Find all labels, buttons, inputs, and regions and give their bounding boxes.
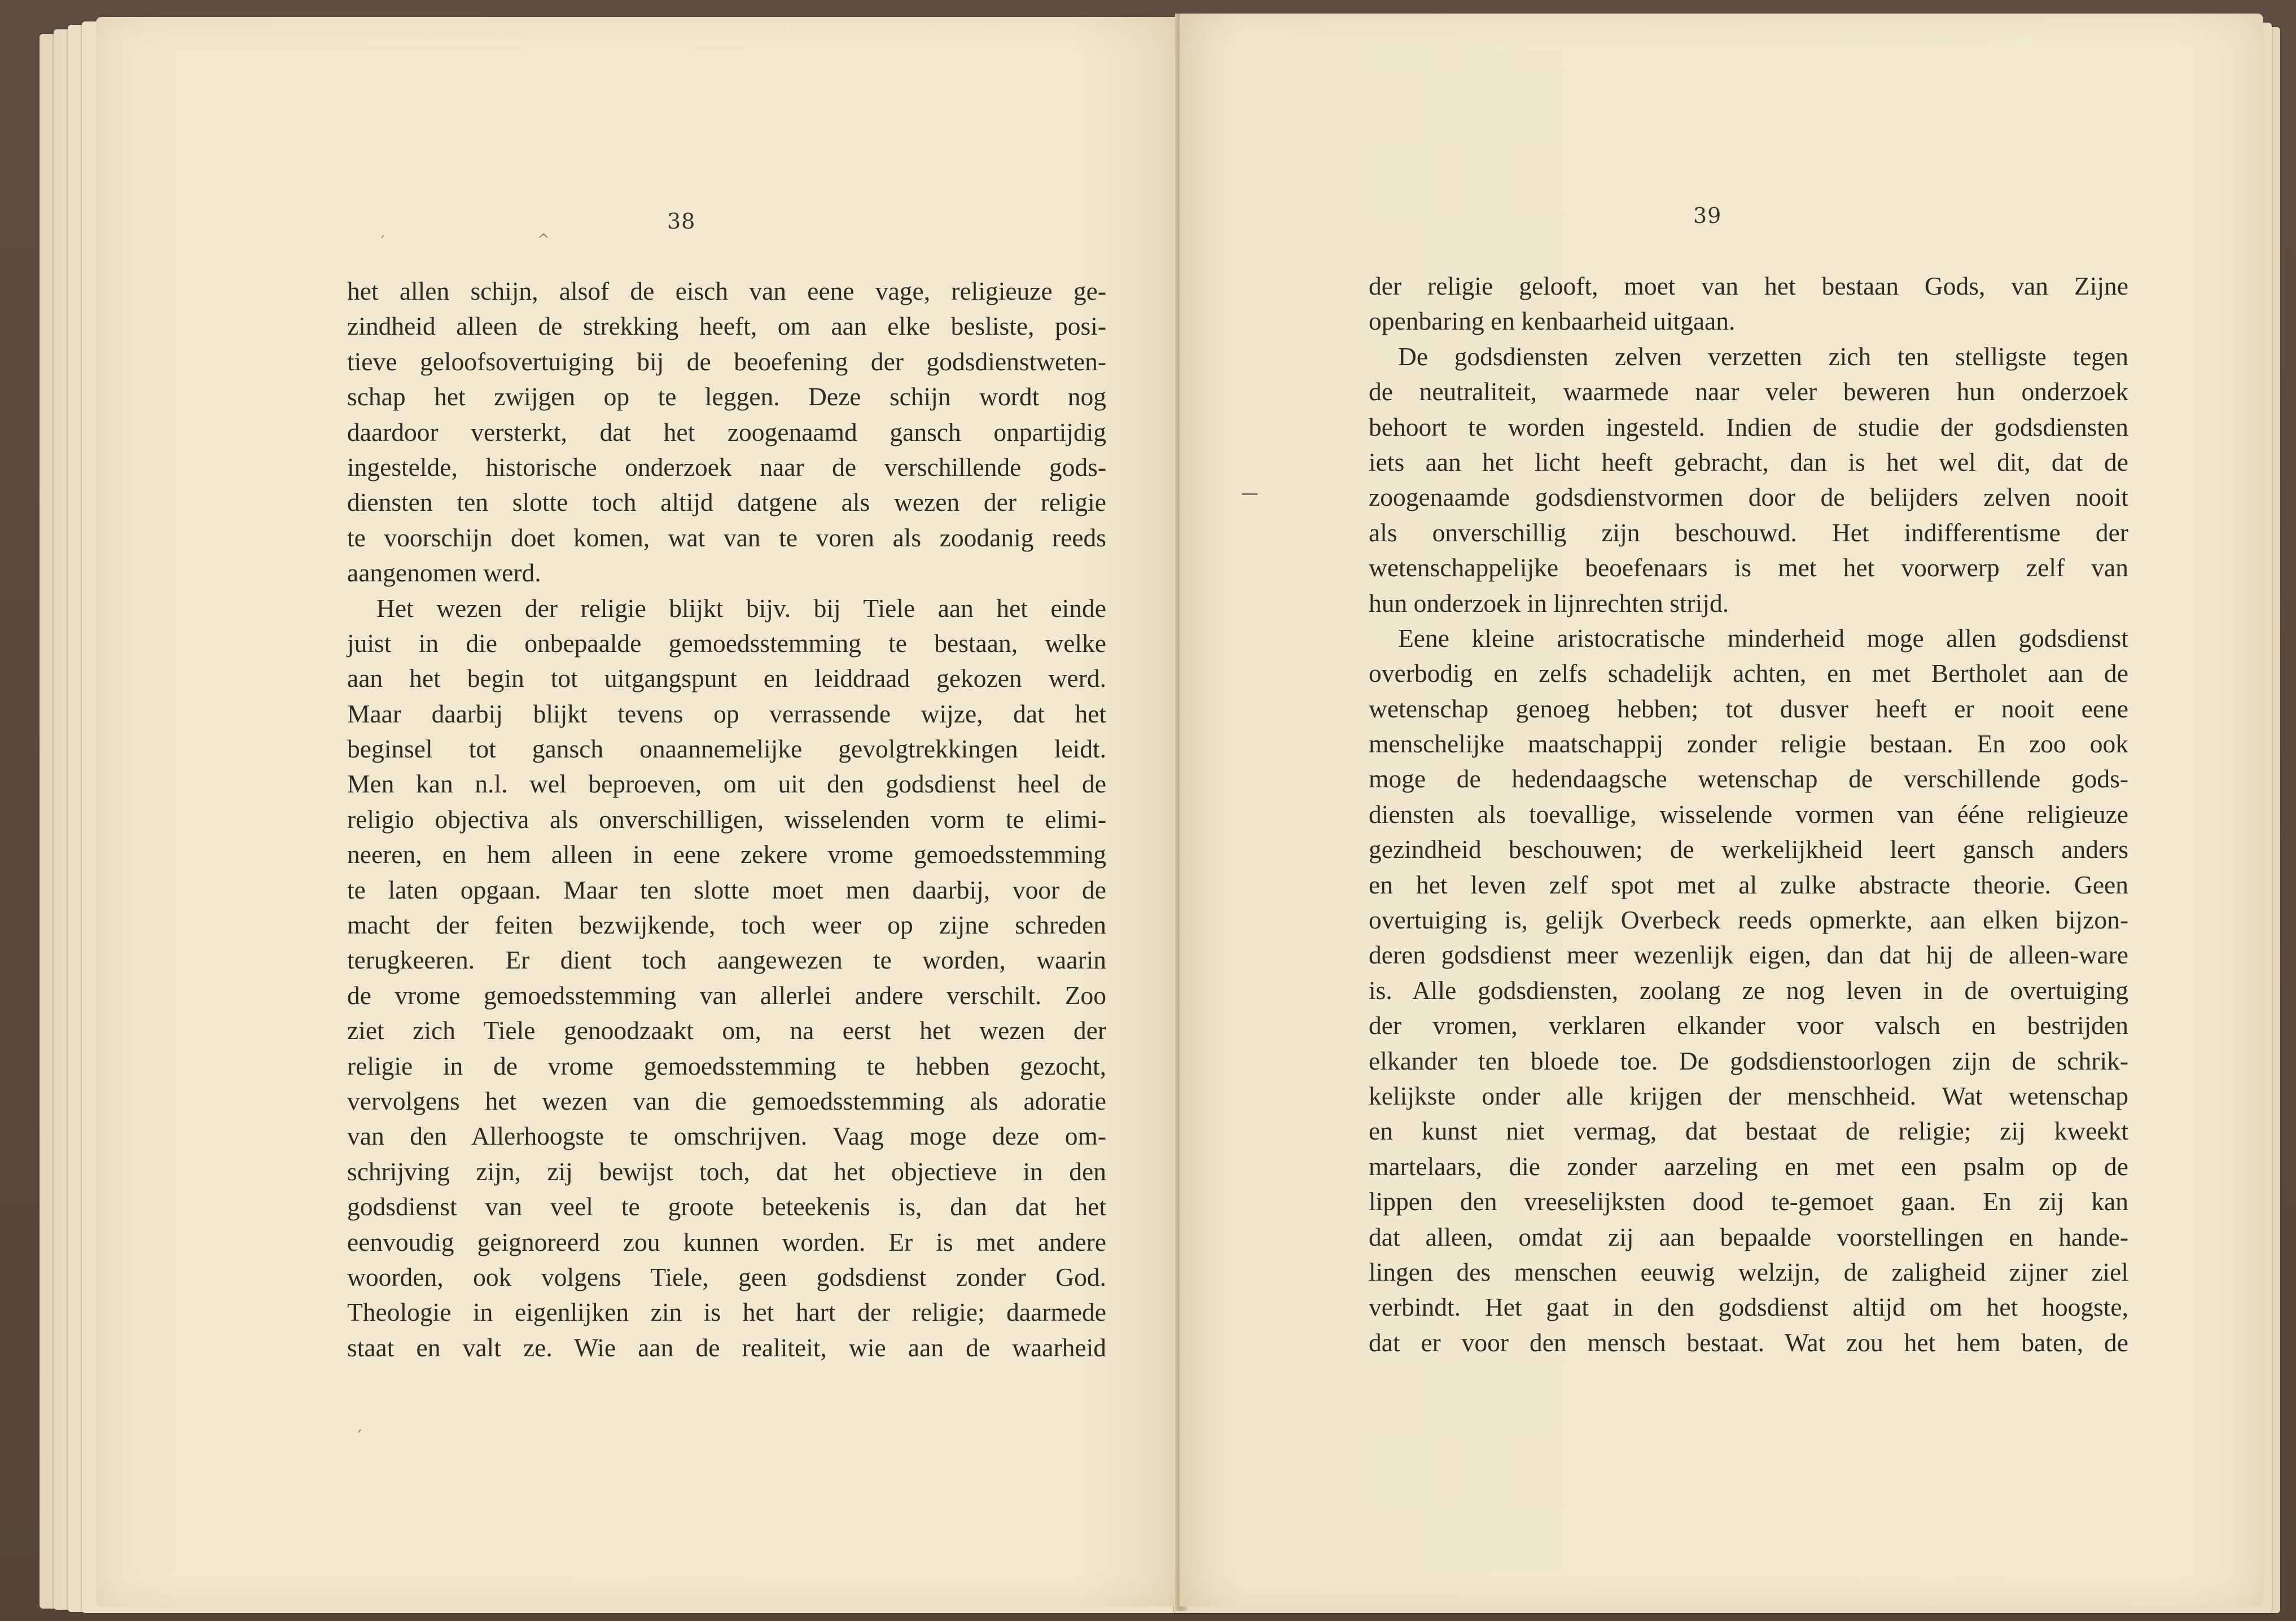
page-number: 38 [667, 209, 696, 234]
text-line: van den Allerhoogste te omschrijven. Vaag moge deze om- [347, 1121, 1106, 1151]
text-line: en het leven zelf spot met al zulke abstracte theorie. Geen [1369, 870, 2128, 899]
text-line: kelijkste onder alle krijgen der menschheid. Wat wetenschap [1369, 1081, 2128, 1110]
text-line: schrijving zijn, zij bewijst toch, dat het objectieve in den [347, 1156, 1106, 1186]
right-page [1180, 14, 2263, 1606]
text-line: Theologie in eigenlijken zin is het hart der religie; daarmede [347, 1298, 1106, 1327]
text-line: macht der feiten bezwijkende, toch weer op zijne schreden [347, 910, 1106, 940]
text-line: aan het begin tot uitgangspunt en leiddraad gekozen werd. [347, 664, 1106, 693]
text-line: aangenomen werd. [347, 558, 541, 588]
text-line: De godsdiensten zelven verzetten zich ten stelligste tegen [1398, 341, 2128, 371]
text-line: dat alleen, omdat zij aan bepaalde voorstellingen en hande- [1369, 1222, 2128, 1251]
text-line: woorden, ook volgens Tiele, geen godsdienst zonder God. [347, 1262, 1106, 1291]
text-line: Men kan n.l. wel beproeven, om uit den godsdienst heel de [347, 769, 1106, 799]
text-line: Het wezen der religie blijkt bijv. bij Tiele aan het einde [376, 593, 1106, 623]
text-line: juist in die onbepaalde gemoedsstemming te bestaan, welke [347, 628, 1106, 658]
text-line: lippen den vreeselijksten dood te-gemoet gaan. En zij kan [1369, 1187, 2128, 1216]
text-line: daardoor versterkt, dat het zoogenaamd gansch onpartijdig [347, 417, 1106, 446]
stray-mark: ^ [537, 231, 550, 248]
text-line: iets aan het licht heeft gebracht, dan is het wel dit, dat de [1369, 447, 2128, 476]
text-line: hun onderzoek in lijnrechten strijd. [1369, 588, 1729, 617]
text-line: schap het zwijgen op te leggen. Deze schijn wordt nog [347, 382, 1106, 411]
text-line: moge de hedendaagsche wetenschap de verschillende gods- [1369, 764, 2128, 794]
text-line: religio objectiva als onverschilligen, wisselenden vorm te elimi- [347, 804, 1106, 834]
text-line: verbindt. Het gaat in den godsdienst altijd om het hoogste, [1369, 1293, 2128, 1322]
page-text [347, 274, 1106, 1365]
text-line: vervolgens het wezen van die gemoedsstemming als adoratie [347, 1086, 1106, 1115]
text-line: diensten ten slotte toch altijd datgene als wezen der religie [347, 488, 1106, 517]
text-line: ziet zich Tiele genoodzaakt om, na eerst het wezen der [347, 1016, 1106, 1045]
text-line: tieve geloofsovertuiging bij de beoefening der godsdienstweten- [347, 347, 1106, 376]
text-line: zindheid alleen de strekking heeft, om aan elke besliste, posi- [347, 312, 1106, 341]
page-text [1369, 269, 2128, 1360]
text-line: te voorschijn doet komen, wat van te voren als zoodanig reeds [347, 523, 1106, 552]
text-line: behoort te worden ingesteld. Indien de studie der godsdiensten [1369, 412, 2128, 441]
text-line: als onverschillig zijn beschouwd. Het indifferentisme der [1369, 518, 2128, 547]
text-line: overtuiging is, gelijk Overbeck reeds opmerkte, aan elken bijzon- [1369, 905, 2128, 935]
text-line: is. Alle godsdiensten, zoolang ze nog leven in de overtuiging [1369, 975, 2128, 1005]
text-line: gezindheid beschouwen; de werkelijkheid leert gansch anders [1369, 835, 2128, 864]
text-line: Maar daarbij blijkt tevens op verrassende wijze, dat het [347, 699, 1106, 728]
text-line: en kunst niet vermag, dat bestaat de religie; zij kweekt [1369, 1116, 2128, 1146]
text-line: menschelijke maatschappij zonder religie bestaan. En zoo ook [1369, 729, 2128, 759]
text-line: elkander ten bloede toe. De godsdienstoorlogen zijn de schrik- [1369, 1046, 2128, 1075]
left-page [96, 17, 1180, 1606]
stray-mark [1242, 493, 1257, 495]
text-line: terugkeeren. Er dient toch aangewezen te worden, waarin [347, 945, 1106, 975]
text-line: Eene kleine aristocratische minderheid moge allen godsdienst [1398, 623, 2128, 652]
text-line: staat en valt ze. Wie aan de realiteit, wie aan de waarheid [347, 1333, 1106, 1362]
text-line: godsdienst van veel te groote beteekenis is, dan dat het [347, 1192, 1106, 1221]
text-line: wetenschap genoeg hebben; tot dusver heeft er nooit eene [1369, 694, 2128, 723]
text-line: wetenschappelijke beoefenaars is met het voorwerp zelf van [1369, 553, 2128, 582]
text-line: openbaring en kenbaarheid uitgaan. [1369, 306, 1736, 336]
stray-mark: ˊ [378, 234, 385, 251]
text-line: beginsel tot gansch onaannemelijke gevolgtrekkingen leidt. [347, 734, 1106, 764]
text-line: het allen schijn, alsof de eisch van eene vage, religieuze ge- [347, 277, 1106, 305]
text-line: deren godsdienst meer wezenlijk eigen, dan dat hij de alleen-ware [1369, 940, 2128, 970]
text-line: religie in de vrome gemoedsstemming te hebben gezocht, [347, 1051, 1106, 1080]
text-line: martelaars, die zonder aarzeling en met een psalm op de [1369, 1151, 2128, 1181]
text-line: neeren, en hem alleen in eene zekere vrome gemoedsstemming [347, 840, 1106, 869]
text-line: de neutraliteit, waarmede naar veler beweren hun onderzoek [1369, 377, 2128, 406]
text-line: dat er voor den mensch bestaat. Wat zou het hem baten, de [1369, 1328, 2128, 1357]
text-line: der vromen, verklaren elkander voor valsch en bestrijden [1369, 1011, 2128, 1040]
text-line: zoogenaamde godsdienstvormen door de belijders zelven nooit [1369, 483, 2128, 512]
text-line: diensten als toevallige, wisselende vormen van ééne religieuze [1369, 799, 2128, 829]
text-line: ingestelde, historische onderzoek naar de verschillende gods- [347, 452, 1106, 481]
text-line: de vrome gemoedsstemming van allerlei andere verschilt. Zoo [347, 980, 1106, 1010]
text-line: te laten opgaan. Maar ten slotte moet men daarbij, voor de [347, 875, 1106, 904]
text-line: eenvoudig geignoreerd zou kunnen worden. Er is met andere [347, 1227, 1106, 1256]
text-line: lingen des menschen eeuwig welzijn, de zaligheid zijner ziel [1369, 1257, 2128, 1286]
stray-mark: ˊ [354, 1428, 363, 1448]
text-line: der religie gelooft, moet van het bestaan Gods, van Zijne [1369, 271, 2128, 300]
text-line: overbodig en zelfs schadelijk achten, en met Bertholet aan de [1369, 659, 2128, 688]
page-number: 39 [1693, 203, 1722, 228]
